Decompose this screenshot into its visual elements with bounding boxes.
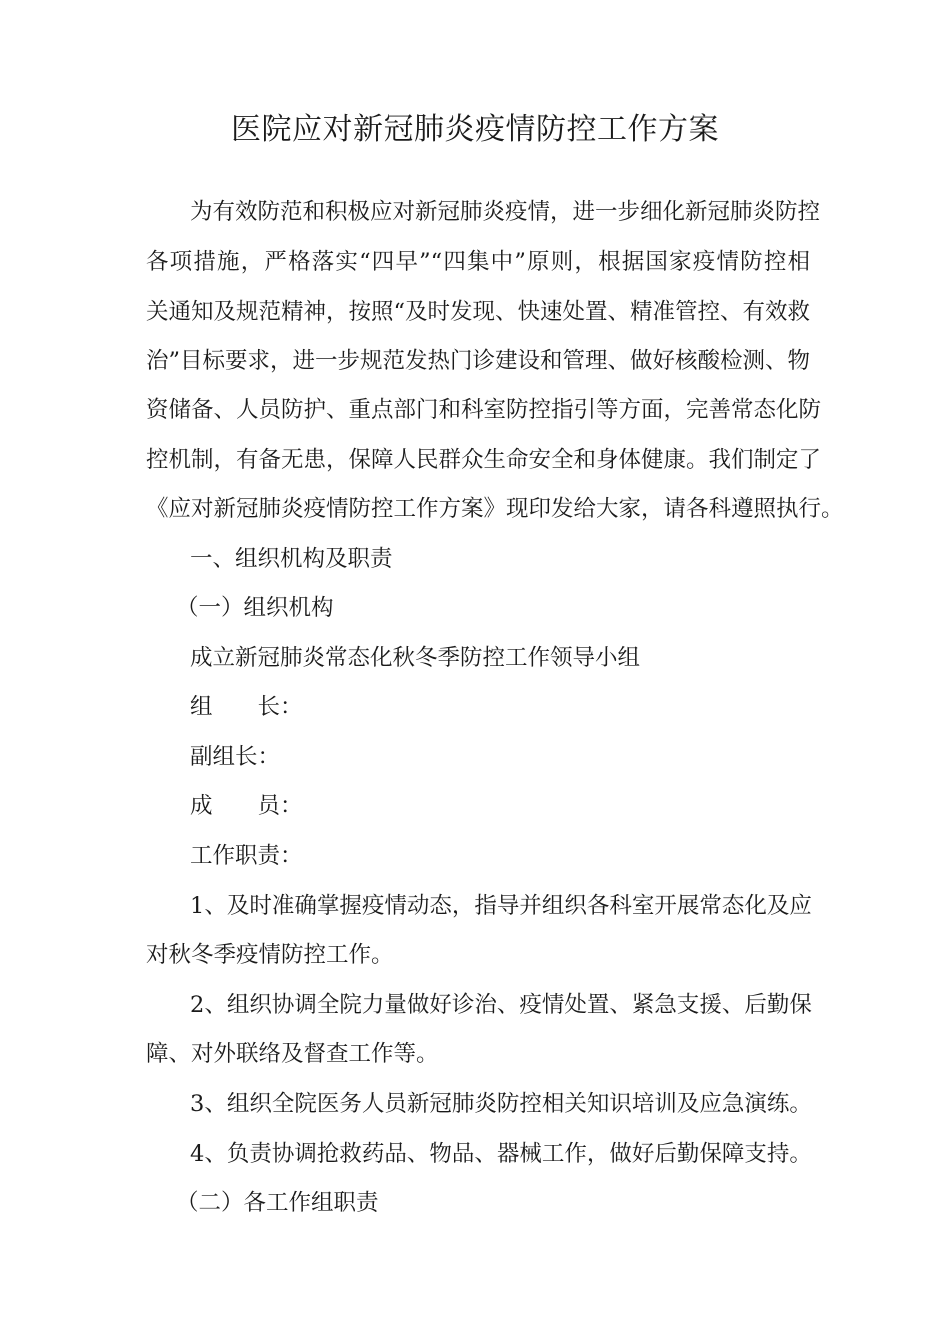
intro-line-4: 治”目标要求，进一步规范发热门诊建设和管理、做好核酸检测、物 bbox=[146, 348, 811, 374]
section-heading-1: 一、组织机构及职责 bbox=[190, 546, 393, 572]
duty-1-line-2: 对秋冬季疫情防控工作。 bbox=[146, 942, 394, 968]
intro-line-3: 关通知及规范精神，按照“及时发现、快速处置、精准管控、有效救 bbox=[146, 299, 811, 325]
duty-1-line-1: 1、及时准确掌握疫情动态，指导并组织各科室开展常态化及应 bbox=[190, 893, 812, 919]
duty-2-line-1: 2、组织协调全院力量做好诊治、疫情处置、紧急支援、后勤保 bbox=[190, 992, 812, 1018]
intro-line-7: 《应对新冠肺炎疫情防控工作方案》现印发给大家，请各科遵照执行。 bbox=[146, 496, 844, 522]
intro-line-1: 为有效防范和积极应对新冠肺炎疫情，进一步细化新冠肺炎防控 bbox=[190, 199, 821, 225]
intro-line-5: 资储备、人员防护、重点部门和科室防控指引等方面，完善常态化防 bbox=[146, 397, 822, 423]
duty-3: 3、组织全院医务人员新冠肺炎防控相关知识培训及应急演练。 bbox=[190, 1091, 812, 1117]
duty-2-line-2: 障、对外联络及督查工作等。 bbox=[146, 1041, 439, 1067]
intro-line-2: 各项措施，严格落实“四早”“四集中”原则，根据国家疫情防控相 bbox=[146, 249, 810, 275]
member-label: 成 员： bbox=[190, 793, 303, 819]
group-name: 成立新冠肺炎常态化秋冬季防控工作领导小组 bbox=[190, 645, 641, 671]
document-title: 医院应对新冠肺炎疫情防控工作方案 bbox=[231, 112, 719, 147]
duties-label: 工作职责： bbox=[190, 843, 303, 869]
intro-line-6: 控机制，有备无患，保障人民群众生命安全和身体健康。我们制定了 bbox=[146, 447, 822, 473]
deputy-label: 副组长： bbox=[190, 744, 281, 770]
subsection-heading-2: （二）各工作组职责 bbox=[176, 1190, 379, 1216]
duty-4: 4、负责协调抢救药品、物品、器械工作，做好后勤保障支持。 bbox=[190, 1141, 812, 1167]
subsection-heading-1: （一）组织机构 bbox=[176, 595, 334, 621]
leader-label: 组 长： bbox=[190, 694, 303, 720]
